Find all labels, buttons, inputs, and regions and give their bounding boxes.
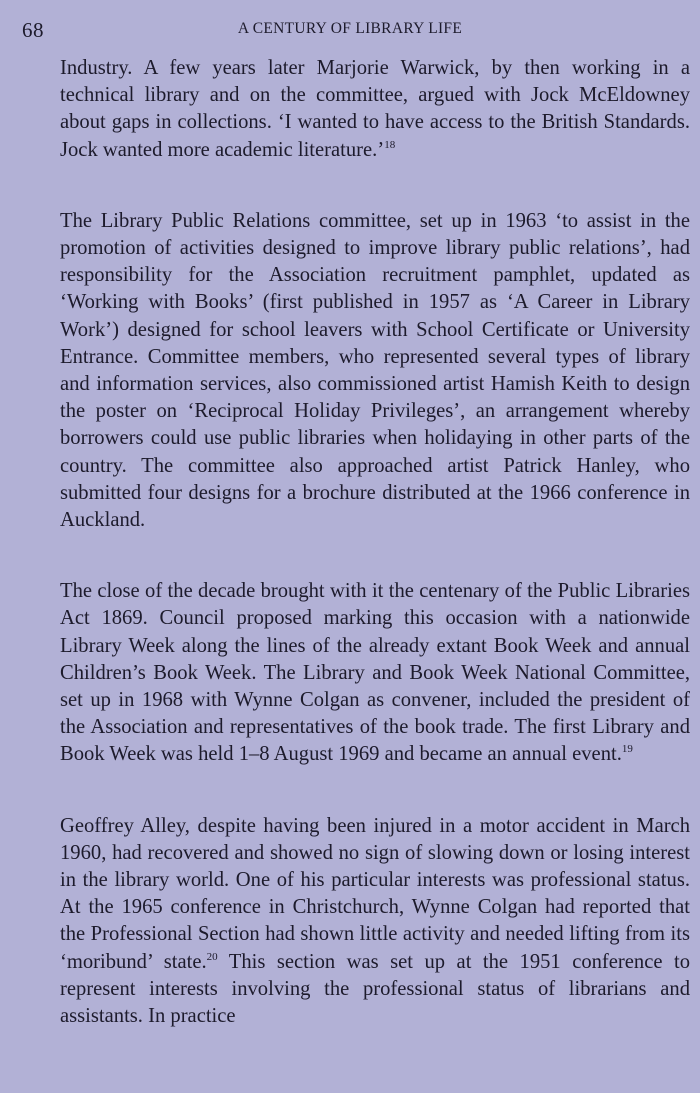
paragraph bbox=[60, 208, 690, 534]
paragraph bbox=[60, 578, 690, 768]
paragraph-text: The Library Public Relations committee, set up in 1963 ‘to assist in the promotion of activities designed to improve library public relations’, had responsibility for the Association recruitment pamphlet, updated as ‘Working with Books’ (first published in 1957 as ‘A Career in Library Work’) designed for school leavers with School Certificate or University Entrance. Committee members, who represented several types of library and information services, also commissioned artist Hamish Keith to design the poster on ‘Reciprocal Holiday Privileges’, an arrangement whereby borrowers could use public libraries when holidaying in other parts of the country. The committee also approached artist Patrick Hanley, who submitted four designs for a brochure distributed at the 1966 conference in Auckland. bbox=[60, 209, 690, 532]
paragraph-text-continuation: This section was set up at the 1951 conference to represent interests involving the professional status of librarians and assistants. In practice bbox=[60, 950, 690, 1028]
paragraph-text: The close of the decade brought with it the centenary of the Public Libraries Act 1869. Council proposed marking this occasion with a nationwide Library Week along the lines of the already extant Book Week and annual Children’s Book Week. The Library and Book Week National Committee, set up in 1968 with Wynne Colgan as convener, included the president of the Association and representatives of the book trade. The first Library and Book Week was held 1–8 August 1969 and became an annual event. bbox=[60, 580, 690, 766]
body-text bbox=[60, 55, 690, 1074]
paragraph-text: Industry. A few years later Marjorie Warwick, by then working in a technical library and on the committee, argued with Jock McEldowney about gaps in collections. ‘I wanted to have access to the British Standards. Jock wanted more academic literature.’ bbox=[60, 57, 690, 161]
footnote-ref: 20 bbox=[206, 950, 218, 963]
footnote-ref: 18 bbox=[384, 138, 396, 151]
running-head: A CENTURY OF LIBRARY LIFE bbox=[237, 20, 463, 37]
page-number: 68 bbox=[22, 18, 44, 42]
footnote-ref: 19 bbox=[621, 743, 633, 756]
paragraph bbox=[60, 55, 690, 164]
paragraph bbox=[60, 813, 690, 1031]
paragraph-text: Geoffrey Alley, despite having been injured in a motor accident in March 1960, had recovered and showed no sign of slowing down or losing interest in the library world. One of his particular interests was professional status. At the 1965 conference in Christchurch, Wynne Colgan had reported that the Professional Section had shown little activity and needed lifting from its ‘moribund’ state. bbox=[60, 814, 690, 973]
